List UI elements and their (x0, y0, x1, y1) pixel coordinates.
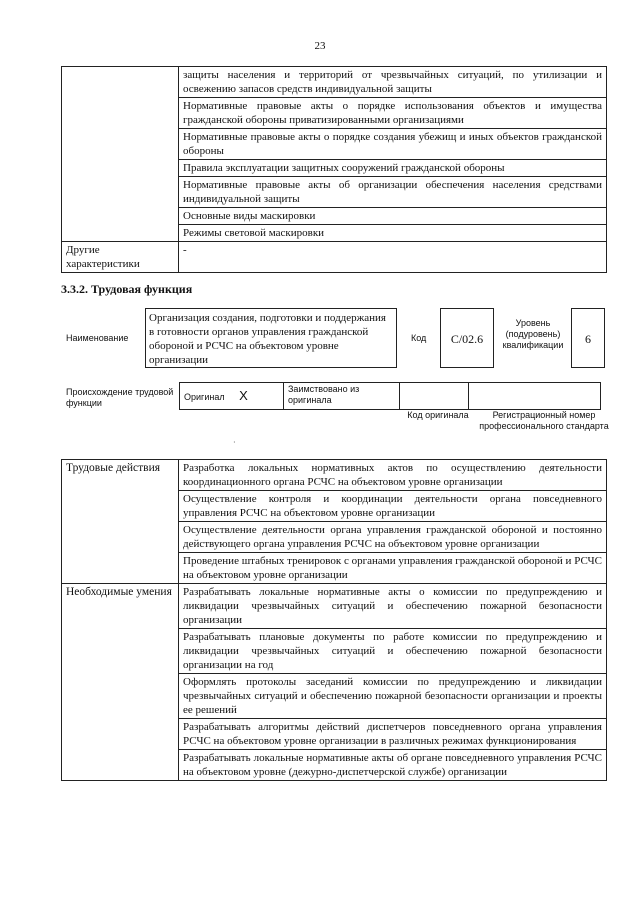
table-cell: Разрабатывать плановые документы по работе комиссии по предупреждению и ликвидации чрезвычайных ситуаций и обеспечению пожарной безопасности организации на год (179, 629, 607, 674)
other-characteristics-label: Другие характеристики (62, 242, 179, 273)
table-row (62, 242, 607, 273)
table-cell: Нормативные правовые акты об организации обеспечения населения средствами индивидуальной защиты (179, 177, 607, 208)
qualification-level-box: 6 (571, 308, 605, 368)
labor-function-table (61, 459, 607, 781)
code-label: Код (411, 333, 427, 343)
origin-label: Происхождение трудовой функции (66, 387, 174, 408)
qualification-level-label: Уровень (подуровень) квалификации (502, 318, 564, 350)
code-original-label: Код оригинала (407, 410, 469, 420)
original-mark: X (239, 387, 248, 403)
table-row (62, 67, 607, 98)
reg-number-cell (469, 383, 601, 410)
borrowed-label: Заимствовано из оригинала (284, 383, 400, 410)
page-number: 23 (314, 40, 326, 52)
table-cell: Разрабатывать алгоритмы действий диспетчеров повседневного органа управления РСЧС на объектовом уровне организации в различных режимах функционирования (179, 719, 607, 750)
table-cell: защиты населения и территорий от чрезвычайных ситуаций, по утилизации и освежению запасов средств индивидуальной защиты (179, 67, 607, 98)
section-heading: 3.3.2. Трудовая функция (61, 282, 193, 296)
table-cell: Нормативные правовые акты о порядке использования объектов и имущества гражданской обороны приватизированными организациями (179, 98, 607, 129)
table-row (180, 383, 601, 410)
table-cell: Режимы световой маскировки (179, 225, 607, 242)
other-characteristics-value: - (179, 242, 607, 273)
table-cell: Правила эксплуатации защитных сооружений гражданской обороны (179, 160, 607, 177)
table-row (62, 460, 607, 491)
table-cell: Нормативные правовые акты о порядке создания убежищ и иных объектов гражданской обороны (179, 129, 607, 160)
origin-table (179, 382, 601, 410)
original-label: Оригинал (184, 391, 225, 402)
table-cell: Проведение штабных тренировок с органами управления гражданской обороной и РСЧС на объектовом уровне организации (179, 553, 607, 584)
skills-label: Необходимые умения (62, 584, 179, 781)
table-cell: Разрабатывать локальные нормативные акты о комиссии по предупреждению и ликвидации чрезвычайных ситуаций и обеспечению пожарной безопасности организации (179, 584, 607, 629)
function-code-box: C/02.6 (440, 308, 494, 368)
name-label: Наименование (66, 333, 129, 343)
table-cell: Разработка локальных нормативных актов по осуществлению деятельности координационного органа РСЧС на объектовом уровне организации (179, 460, 607, 491)
labor-actions-label: Трудовые действия (62, 460, 179, 584)
scan-speck: · (233, 438, 236, 447)
table-cell: Осуществление деятельности органа управления гражданской обороной и постоянно действующего органа управления РСЧС на объектовом уровне организации (179, 522, 607, 553)
code-original-cell (400, 383, 469, 410)
table-cell: Основные виды маскировки (179, 208, 607, 225)
empty-label-cell (62, 67, 179, 242)
table-cell: Разрабатывать локальные нормативные акты об органе повседневного управления РСЧС на объектовом уровне (дежурно-диспетчерской службе) организации (179, 750, 607, 781)
reg-number-label: Регистрационный номер профессионального стандарта (479, 410, 609, 431)
knowledge-table-continued (61, 66, 607, 273)
table-cell: Осуществление контроля и координации деятельности органа повседневного управления РСЧС на объектовом уровне организации (179, 491, 607, 522)
table-row (62, 584, 607, 629)
original-cell (180, 383, 284, 410)
table-cell: Оформлять протоколы заседаний комиссии по предупреждению и ликвидации чрезвычайных ситуаций и обеспечению пожарной безопасности организации и проекты ее решений (179, 674, 607, 719)
function-name-box: Организация создания, подготовки и поддержания в готовности органов управления гражданской обороной и РСЧС на объектовом уровне организации (145, 308, 397, 368)
